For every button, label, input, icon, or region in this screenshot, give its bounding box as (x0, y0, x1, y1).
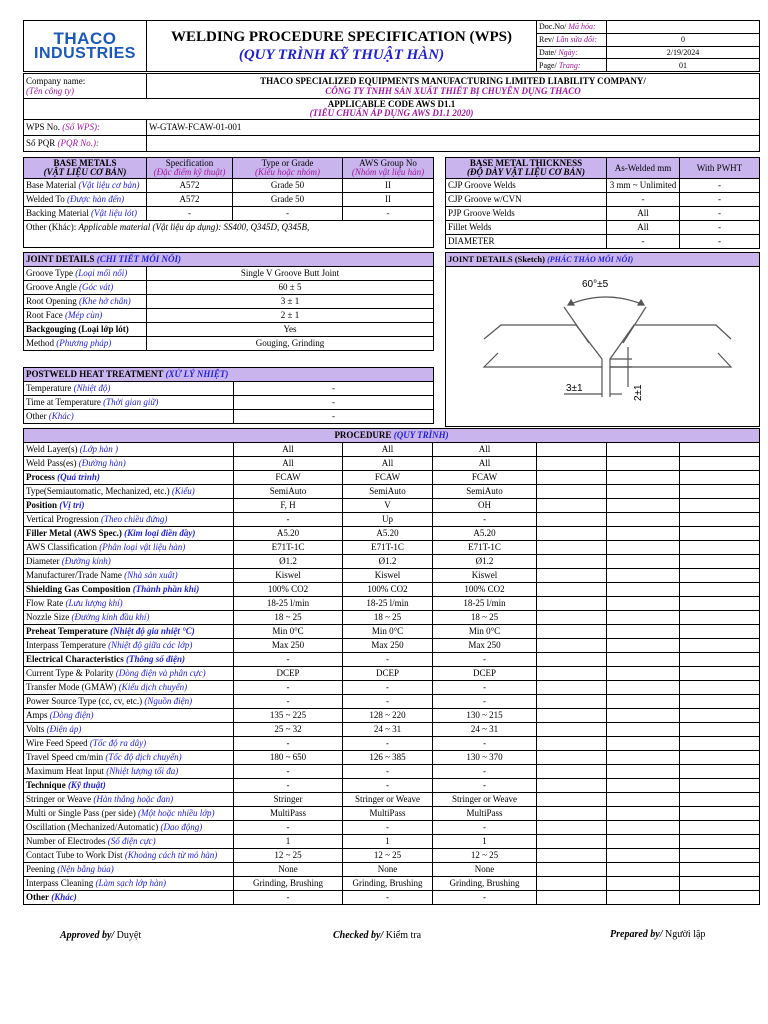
procedure-row: Manufacturer/Trade Name (Nhà sản xuất) Kiswel Kiswel Kiswel (24, 569, 760, 583)
table-row: Temperature (Nhiệt độ) - (24, 382, 434, 396)
table-row: Root Face (Mép cùn) 2 ± 1 (24, 309, 434, 323)
type-grade-header: Type or Grade (Kiểu hoặc nhóm) (233, 158, 343, 179)
company-name-vi: CÔNG TY TNHH SẢN XUẤT THIẾT BỊ CHUYÊN DỤNG THACO (325, 86, 581, 96)
procedure-row: Position (Vị trí) F, H V OH (24, 499, 760, 513)
thickness-table (445, 157, 760, 249)
header-table (23, 20, 760, 72)
table-row: Welded To (Được hàn đến) A572 Grade 50 II (24, 193, 434, 207)
prepared-by: Prepared by/ Người lập (610, 929, 706, 940)
sketch-face-label: 2±1 (633, 384, 644, 401)
pwht-table (23, 367, 434, 424)
document-title (147, 21, 537, 72)
table-row: CJP Groove w/CVN - - (446, 193, 760, 207)
doc-no-value (607, 21, 760, 34)
company-label: Company name: (Tên công ty) (24, 74, 147, 99)
table-row: Groove Type (Loại mối nối) Single V Groove Butt Joint (24, 267, 434, 281)
as-welded-header: As-Welded mm (607, 158, 680, 179)
joint-sketch-drawing (446, 267, 759, 426)
pqr-no-value (147, 136, 760, 152)
procedure-row: Weld Pass(es) (Đường hàn) All All All (24, 457, 760, 471)
rev-value: 0 (607, 33, 760, 46)
procedure-row: Oscillation (Mechanized/Automatic) (Dao động) - - - (24, 821, 760, 835)
joint-details-header: JOINT DETAILS (CHI TIẾT MỐI NỐI) (24, 253, 434, 267)
procedure-row: Diameter (Đường kính) Ø1.2 Ø1.2 Ø1.2 (24, 555, 760, 569)
aws-group-header: AWS Group No (Nhóm vật liệu hàn) (343, 158, 434, 179)
table-row: DIAMETER - - (446, 235, 760, 249)
applicable-code-vi: (TIÊU CHUẨN ÁP DỤNG AWS D1.1 2020) (309, 108, 474, 118)
procedure-row: Number of Electrodes (Số điện cực) 1 1 1 (24, 835, 760, 849)
procedure-row: Shielding Gas Composition (Thành phần khí) 100% CO2 100% CO2 100% CO2 (24, 583, 760, 597)
company-name-en: THACO SPECIALIZED EQUIPMENTS MANUFACTURING LIMITED LIABILITY COMPANY/ (260, 76, 646, 86)
wps-no-label: WPS No. (Số WPS): (24, 120, 147, 136)
procedure-row: Weld Layer(s) (Lớp hàn ) All All All (24, 443, 760, 457)
table-row: Fillet Welds All - (446, 221, 760, 235)
applicable-code-en: APPLICABLE CODE AWS D1.1 (327, 99, 456, 109)
procedure-row: Electrical Characteristics (Thông số điện) - - - (24, 653, 760, 667)
pwht-header: POSTWELD HEAT TREATMENT (XỬ LÝ NHIỆT) (24, 368, 434, 382)
wps-table (23, 119, 760, 152)
joint-sketch-panel (445, 252, 760, 427)
date-value: 2/19/2024 (607, 46, 760, 59)
procedure-row: Multi or Single Pass (per side) (Một hoặc nhiều lớp) MultiPass MultiPass MultiPass (24, 807, 760, 821)
page-label: Page/ Trang: (537, 59, 607, 72)
sketch-gap-label: 3±1 (566, 383, 583, 394)
table-row: Base Material (Vật liệu cơ bản) A572 Grade 50 II (24, 179, 434, 193)
joint-sketch-header: JOINT DETAILS (Sketch) (PHÁC THẢO MỐI NỐI) (446, 253, 759, 267)
with-pwht-header: With PWHT (680, 158, 760, 179)
rev-label: Rev/ Lần sửa đổi: (537, 33, 607, 46)
table-row: Backing Material (Vật liệu lót) - - - (24, 207, 434, 221)
table-row: Other (Khác) - (24, 410, 434, 424)
company-table (23, 73, 760, 120)
title-vi: (QUY TRÌNH KỸ THUẬT HÀN) (238, 47, 445, 63)
procedure-table (23, 428, 760, 905)
procedure-row: Travel Speed cm/min (Tốc độ dịch chuyển) 180 ~ 650 126 ~ 385 130 ~ 370 (24, 751, 760, 765)
procedure-row: Wire Feed Speed (Tốc độ ra dây) - - - (24, 737, 760, 751)
company-logo (24, 21, 147, 72)
procedure-row: Amps (Dòng điện) 135 ~ 225 128 ~ 220 130 ~ 215 (24, 709, 760, 723)
procedure-header: PROCEDURE (QUY TRÌNH) (24, 429, 760, 443)
procedure-row: Interpass Cleaning (Làm sạch lớp hàn) Grinding, Brushing Grinding, Brushing Grinding, Brushing (24, 877, 760, 891)
base-metals-table (23, 157, 434, 248)
approved-by: Approved by/ Duyệt (60, 930, 142, 941)
table-row: Time at Temperature (Thời gian giữ) - (24, 396, 434, 410)
pqr-no-label: Số PQR (PQR No.): (24, 136, 147, 152)
procedure-row: AWS Classification (Phân loại vật liệu hàn) E71T-1C E71T-1C E71T-1C (24, 541, 760, 555)
other-materials-row: Other (Khác): Applicable material (Vật liệu áp dụng): SS400, Q345D, Q345B, (24, 221, 434, 248)
base-metals-header: BASE METALS (VẬT LIỆU CƠ BẢN) (24, 158, 147, 179)
procedure-row: Preheat Temperature (Nhiệt độ gia nhiệt °C) Min 0°C Min 0°C Min 0°C (24, 625, 760, 639)
table-row: Backgouging (Loại lớp lót) Yes (24, 323, 434, 337)
procedure-row: Contact Tube to Work Dist (Khoảng cách từ mỏ hàn) 12 ~ 25 12 ~ 25 12 ~ 25 (24, 849, 760, 863)
procedure-row: Technique (Kỹ thuật) - - - (24, 779, 760, 793)
procedure-row: Stringer or Weave (Hàn thẳng hoặc đan) Stringer Stringer or Weave Stringer or Weave (24, 793, 760, 807)
table-row: Groove Angle (Góc vát) 60 ± 5 (24, 281, 434, 295)
table-row: CJP Groove Welds 3 mm ~ Unlimited - (446, 179, 760, 193)
procedure-row: Filler Metal (AWS Spec.) (Kim loại điền đầy) A5.20 A5.20 A5.20 (24, 527, 760, 541)
date-label: Date/ Ngày: (537, 46, 607, 59)
procedure-row: Vertical Progression (Theo chiều đứng) - Up - (24, 513, 760, 527)
title-en: WELDING PROCEDURE SPECIFICATION (WPS) (170, 29, 512, 45)
company-name (147, 74, 760, 99)
procedure-row: Maximum Heat Input (Nhiệt lượng tối đa) - - - (24, 765, 760, 779)
page-value: 01 (607, 59, 760, 72)
applicable-code (24, 99, 760, 120)
procedure-row: Transfer Mode (GMAW) (Kiểu dịch chuyển) - - - (24, 681, 760, 695)
thickness-header: BASE METAL THICKNESS (ĐỘ DÀY VẬT LIỆU CƠ BẢN) (446, 158, 607, 179)
sketch-angle-label: 60°±5 (582, 279, 609, 290)
table-row: Method (Phương pháp) Gouging, Grinding (24, 337, 434, 351)
procedure-row: Current Type & Polarity (Dòng điện và phân cực) DCEP DCEP DCEP (24, 667, 760, 681)
procedure-row: Peening (Nện bằng búa) None None None (24, 863, 760, 877)
table-row: PJP Groove Welds All - (446, 207, 760, 221)
checked-by: Checked by/ Kiểm tra (333, 930, 422, 941)
procedure-row: Nozzle Size (Đường kính đầu khí) 18 ~ 25 18 ~ 25 18 ~ 25 (24, 611, 760, 625)
procedure-row: Power Source Type (cc, cv, etc.) (Nguồn điện) - - - (24, 695, 760, 709)
procedure-row: Volts (Điện áp) 25 ~ 32 24 ~ 31 24 ~ 31 (24, 723, 760, 737)
procedure-row: Type(Semiautomatic, Mechanized, etc.) (Kiểu) SemiAuto SemiAuto SemiAuto (24, 485, 760, 499)
doc-no-label: Doc.No/ Mã hóa: (537, 21, 607, 34)
logo-line2: INDUSTRIES (34, 45, 136, 62)
table-row: Root Opening (Khe hở chân) 3 ± 1 (24, 295, 434, 309)
logo-line1: THACO (53, 29, 117, 48)
joint-details-table (23, 252, 434, 351)
procedure-row: Other (Khác) - - - (24, 891, 760, 905)
procedure-row: Process (Quá trình) FCAW FCAW FCAW (24, 471, 760, 485)
procedure-row: Interpass Temperature (Nhiệt độ giữa các lớp) Max 250 Max 250 Max 250 (24, 639, 760, 653)
wps-no-value: W-GTAW-FCAW-01-001 (147, 120, 760, 136)
specification-header: Specification (Đặc điểm kỹ thuật) (147, 158, 233, 179)
procedure-row: Flow Rate (Lưu lượng khí) 18-25 l/min 18-25 l/min 18-25 l/min (24, 597, 760, 611)
